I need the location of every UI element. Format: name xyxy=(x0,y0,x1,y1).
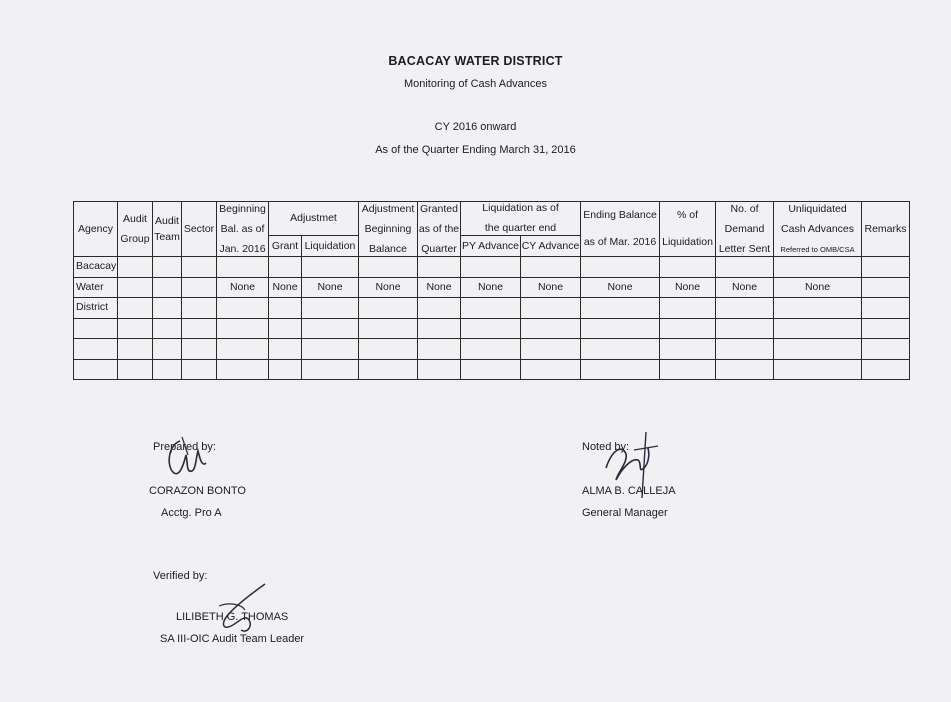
verified-signature-icon xyxy=(205,580,285,640)
table-cell xyxy=(182,298,217,319)
table-cell xyxy=(302,298,359,319)
table-cell xyxy=(118,318,153,339)
table-cell xyxy=(660,257,716,278)
reporting-period: CY 2016 onward xyxy=(434,121,517,133)
table-row xyxy=(74,339,910,360)
table-cell xyxy=(716,318,774,339)
table-cell xyxy=(461,318,521,339)
col-header-grant: Grant xyxy=(269,236,302,257)
table-cell xyxy=(716,298,774,319)
table-cell xyxy=(581,298,660,319)
liquidation-value: None xyxy=(302,277,359,298)
table-cell xyxy=(217,298,269,319)
table-cell xyxy=(269,257,302,278)
table-cell xyxy=(418,318,461,339)
table-cell xyxy=(217,339,269,360)
py-advance-value: None xyxy=(461,277,521,298)
table-cell xyxy=(302,257,359,278)
table-cell xyxy=(269,318,302,339)
noted-by-title: General Manager xyxy=(582,507,668,519)
table-cell xyxy=(581,318,660,339)
table-cell xyxy=(118,359,153,380)
table-cell xyxy=(359,257,418,278)
table-cell xyxy=(153,359,182,380)
table-cell xyxy=(359,339,418,360)
table-cell xyxy=(217,257,269,278)
document-subtitle: Monitoring of Cash Advances xyxy=(403,78,548,90)
agency-cell: Bacacay xyxy=(74,257,118,278)
col-header-agency: Agency xyxy=(74,202,118,257)
ending-balance-value: None xyxy=(581,277,660,298)
table-cell xyxy=(359,359,418,380)
col-header-unliquidated: Unliquidated Cash Advances Referred to OMB/CSA xyxy=(774,202,862,257)
verified-by-title: SA III-OIC Audit Team Leader xyxy=(160,633,305,645)
table-cell xyxy=(418,257,461,278)
table-cell xyxy=(774,318,862,339)
table-cell xyxy=(418,298,461,319)
col-header-sector: Sector xyxy=(182,202,217,257)
table-cell xyxy=(74,359,118,380)
table-cell xyxy=(118,257,153,278)
table-row xyxy=(74,359,910,380)
table-cell xyxy=(118,339,153,360)
table-cell xyxy=(862,257,910,278)
table-cell xyxy=(302,359,359,380)
prepared-by-name: CORAZON BONTO xyxy=(149,485,246,497)
noted-by-label: Noted by: xyxy=(582,441,630,453)
percent-liquidation-value: None xyxy=(660,277,716,298)
col-header-cy-advance: CY Advance xyxy=(521,236,581,257)
table-cell xyxy=(461,298,521,319)
demand-letter-value: None xyxy=(716,277,774,298)
agency-cell: Water xyxy=(74,277,118,298)
table-cell xyxy=(862,298,910,319)
col-header-audit-team: Audit Team xyxy=(153,202,182,257)
grant-value: None xyxy=(269,277,302,298)
document-title: BACACAY WATER DISTRICT xyxy=(388,54,563,68)
col-header-adjustment-beginning-balance: Adjustment Beginning Balance xyxy=(359,202,418,257)
table-cell xyxy=(302,318,359,339)
table-cell xyxy=(660,359,716,380)
col-header-adjustment: Adjustmet xyxy=(269,202,359,236)
col-header-audit-group: Audit Group xyxy=(118,202,153,257)
table-row xyxy=(74,277,910,298)
table-cell xyxy=(862,318,910,339)
table-row xyxy=(74,298,910,319)
beginning-balance-value: None xyxy=(217,277,269,298)
as-of-date: As of the Quarter Ending March 31, 2016 xyxy=(375,144,576,156)
cash-advances-table xyxy=(73,201,910,380)
table-cell xyxy=(118,277,153,298)
col-header-liquidation-as-of: Liquidation as of the quarter end xyxy=(461,202,581,236)
table-cell xyxy=(461,359,521,380)
table-cell xyxy=(774,339,862,360)
noted-by-name: ALMA B. CALLEJA xyxy=(582,485,676,497)
table-row xyxy=(74,318,910,339)
prepared-by-label: Prepared by: xyxy=(153,441,216,453)
table-cell xyxy=(716,257,774,278)
col-header-granted: Granted as of the Quarter xyxy=(418,202,460,255)
agency-cell: District xyxy=(74,298,118,319)
table-cell xyxy=(461,257,521,278)
table-cell xyxy=(774,257,862,278)
table-cell xyxy=(521,318,581,339)
table-cell xyxy=(774,359,862,380)
unliquidated-value: None xyxy=(774,277,862,298)
table-cell xyxy=(461,339,521,360)
table-cell xyxy=(182,257,217,278)
table-cell xyxy=(660,318,716,339)
table-cell xyxy=(862,359,910,380)
table-cell xyxy=(581,359,660,380)
table-cell xyxy=(269,298,302,319)
table-cell xyxy=(74,339,118,360)
verified-by-name: LILIBETH G. THOMAS xyxy=(176,611,289,623)
table-cell xyxy=(521,339,581,360)
table-cell xyxy=(581,257,660,278)
table-cell xyxy=(862,339,910,360)
remarks-value xyxy=(862,277,910,298)
table-cell xyxy=(521,257,581,278)
table-cell xyxy=(74,318,118,339)
cy-advance-value: None xyxy=(521,277,581,298)
verified-by-label: Verified by: xyxy=(153,570,208,582)
granted-value: None xyxy=(418,277,461,298)
col-header-ending-balance: Ending Balance as of Mar. 2016 xyxy=(581,202,660,257)
table-cell xyxy=(269,359,302,380)
table-cell xyxy=(359,318,418,339)
col-header-py-advance: PY Advance xyxy=(461,236,521,257)
table-cell xyxy=(660,339,716,360)
table-cell xyxy=(581,339,660,360)
table-cell xyxy=(182,359,217,380)
table-cell xyxy=(716,359,774,380)
table-cell xyxy=(153,257,182,278)
table-cell xyxy=(153,277,182,298)
table-cell xyxy=(153,339,182,360)
table-cell xyxy=(774,298,862,319)
table-cell xyxy=(182,339,217,360)
table-cell xyxy=(660,298,716,319)
adjustment-beginning-balance-value: None xyxy=(359,277,418,298)
table-cell xyxy=(153,298,182,319)
table-cell xyxy=(302,339,359,360)
table-cell xyxy=(418,359,461,380)
prepared-by-title: Acctg. Pro A xyxy=(161,507,222,519)
table-cell xyxy=(153,318,182,339)
table-cell xyxy=(521,298,581,319)
table-cell xyxy=(217,359,269,380)
table-cell xyxy=(118,298,153,319)
table-cell xyxy=(359,298,418,319)
table-cell xyxy=(716,339,774,360)
col-header-demand-letter: No. of Demand Letter Sent xyxy=(716,202,774,257)
prepared-signature-icon xyxy=(160,433,220,483)
table-cell xyxy=(418,339,461,360)
table-cell xyxy=(182,318,217,339)
table-cell xyxy=(269,339,302,360)
col-header-percent-liquidation: % of Liquidation xyxy=(660,202,716,257)
table-cell xyxy=(521,359,581,380)
table-cell xyxy=(182,277,217,298)
col-header-beginning-balance: Beginning Bal. as of Jan. 2016 xyxy=(217,202,269,257)
table-row xyxy=(74,257,910,278)
col-header-liquidation: Liquidation xyxy=(302,236,359,257)
col-header-remarks: Remarks xyxy=(862,202,910,257)
table-cell xyxy=(217,318,269,339)
